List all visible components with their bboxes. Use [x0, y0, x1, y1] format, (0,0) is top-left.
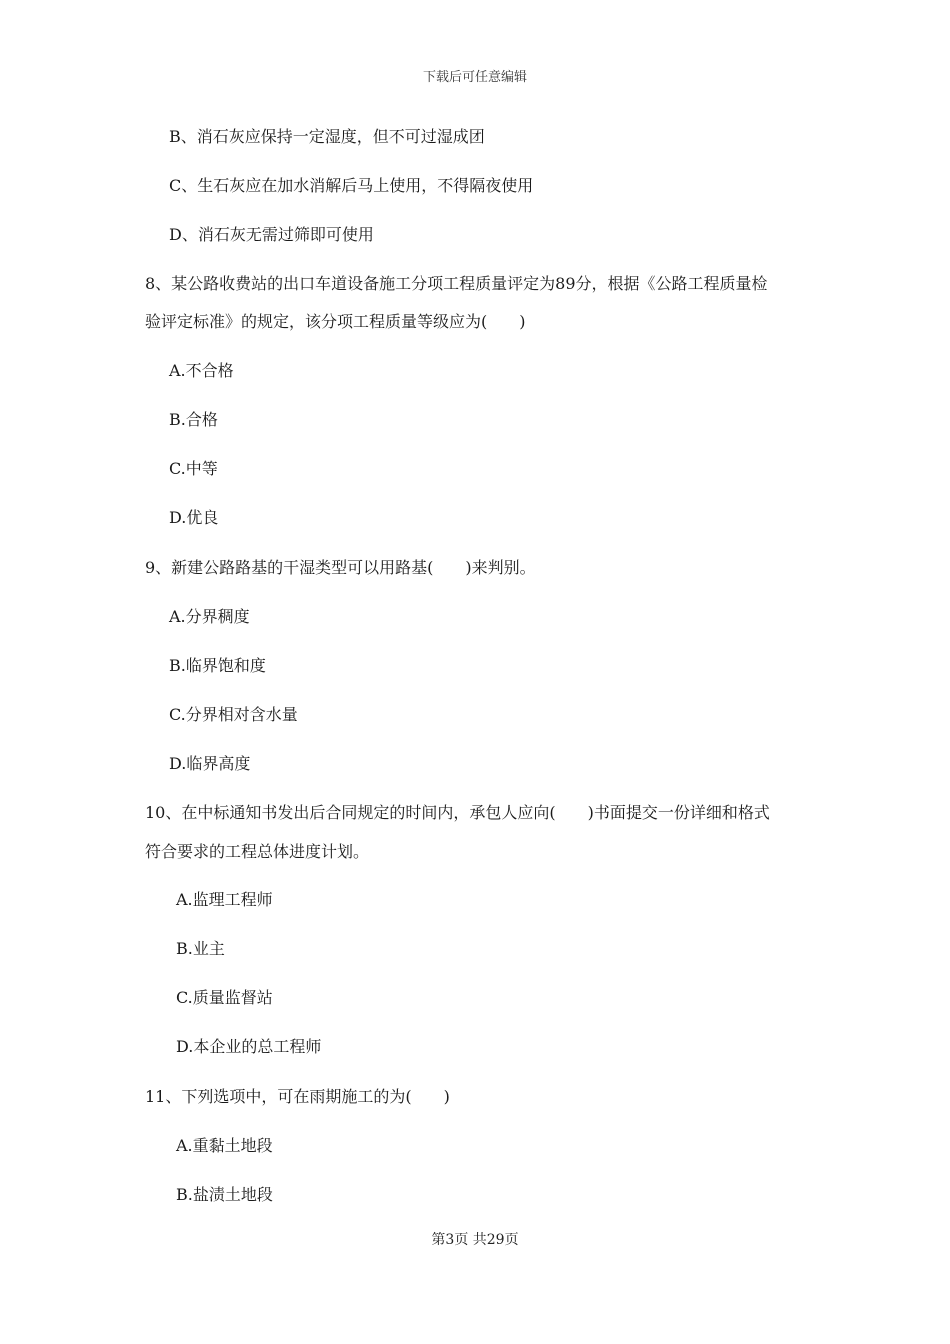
option-text: C.分界相对含水量: [169, 705, 298, 724]
option-text: B.盐渍土地段: [176, 1185, 273, 1204]
option-text: B.业主: [176, 939, 225, 958]
option-text: A.监理工程师: [176, 890, 273, 909]
option-text: B.临界饱和度: [169, 656, 266, 675]
option-text: A.重黏土地段: [176, 1136, 273, 1155]
option-text: B.合格: [169, 410, 218, 429]
question-text: 9、新建公路路基的干湿类型可以用路基( )来判别。: [145, 558, 536, 577]
option-text: B、消石灰应保持一定湿度，但不可过湿成团: [169, 127, 485, 146]
question-text: 符合要求的工程总体进度计划。: [145, 842, 370, 861]
option-text: C.中等: [169, 459, 218, 478]
option-text: D.临界高度: [169, 754, 251, 773]
question-text: 验评定标准》的规定，该分项工程质量等级应为( ): [145, 312, 526, 331]
question-text: 10、在中标通知书发出后合同规定的时间内，承包人应向( )书面提交一份详细和格式: [145, 803, 770, 822]
option-text: A.分界稠度: [169, 607, 250, 626]
option-text: C、生石灰应在加水消解后马上使用，不得隔夜使用: [169, 176, 534, 195]
option-text: C.质量监督站: [176, 988, 273, 1007]
option-text: D.本企业的总工程师: [176, 1037, 322, 1056]
question-text: 11、下列选项中，可在雨期施工的为( ): [145, 1087, 450, 1106]
option-text: D、消石灰无需过筛即可使用: [169, 225, 374, 244]
option-text: D.优良: [169, 508, 219, 527]
page-footer: 第3页 共29页: [431, 1232, 519, 1248]
question-text: 8、某公路收费站的出口车道设备施工分项工程质量评定为89分，根据《公路工程质量检: [145, 274, 768, 293]
option-text: A.不合格: [169, 361, 234, 380]
page-header: 下载后可任意编辑: [422, 70, 527, 85]
